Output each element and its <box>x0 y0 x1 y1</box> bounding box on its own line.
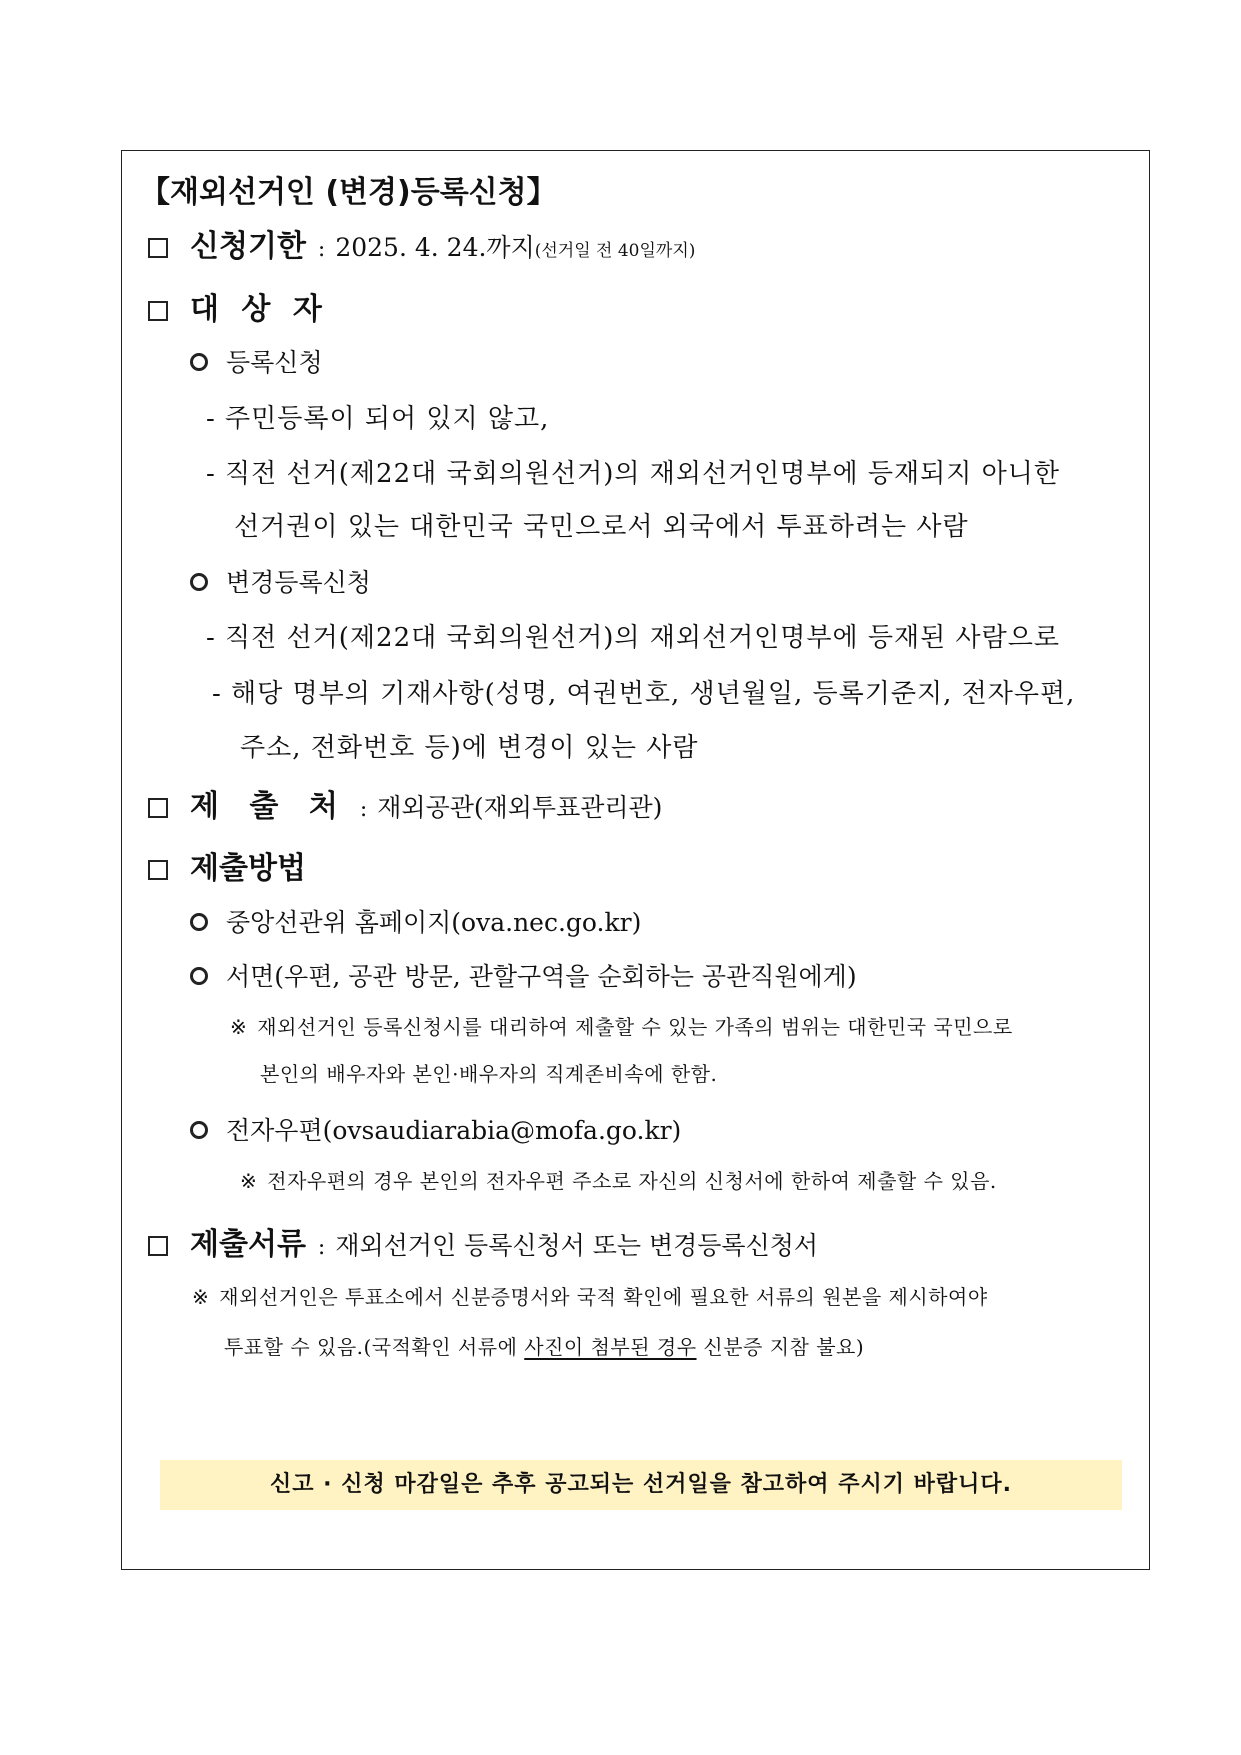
submit-to-value: 재외공관(재외투표관리관) <box>377 793 663 822</box>
circle-bullet-icon <box>190 1121 208 1139</box>
email-note-text: 전자우편의 경우 본인의 전자우편 주소로 자신의 신청서에 한하여 제출할 수 있음. <box>267 1169 997 1193</box>
deadline-value: 2025. 4. 24.까지 <box>335 233 535 262</box>
target-registration-heading <box>190 343 323 379</box>
deadline-note: (선거일 전 40일까지) <box>534 241 696 261</box>
circle-bullet-icon <box>190 353 208 371</box>
checkbox-icon <box>148 301 168 321</box>
documents-label: 제출서류 <box>190 1227 306 1262</box>
circle-bullet-icon <box>190 967 208 985</box>
notice-title: 【재외선거인 (변경)등록신청】 <box>140 175 557 210</box>
notice-frame <box>121 150 1150 1570</box>
method-label: 제출방법 <box>190 851 306 886</box>
method-email <box>190 1111 681 1147</box>
method-web <box>190 903 641 939</box>
checkbox-icon <box>148 860 168 880</box>
circle-bullet-icon <box>190 913 208 931</box>
reference-mark: ※ <box>230 1015 248 1039</box>
deadline-colon: : <box>317 237 326 262</box>
section-documents <box>148 1219 818 1263</box>
section-submit-to <box>148 781 662 825</box>
email-note <box>240 1165 997 1194</box>
documents-note-underlined: 사진이 첨부된 경우 <box>524 1335 697 1359</box>
submit-to-label: 제 출 처 <box>190 789 348 824</box>
deadline-label: 신청기한 <box>190 229 306 264</box>
documents-value: 재외선거인 등록신청서 또는 변경등록신청서 <box>335 1231 819 1260</box>
reference-mark: ※ <box>192 1285 210 1309</box>
documents-note-text-2b: 신분증 지참 불요) <box>696 1335 865 1359</box>
method-email-text: 전자우편(ovsaudiarabia@mofa.go.kr) <box>226 1116 682 1145</box>
registration-line-3: 선거권이 있는 대한민국 국민으로서 외국에서 투표하려는 사람 <box>234 512 969 542</box>
method-paper <box>190 957 857 993</box>
checkbox-icon <box>148 798 168 818</box>
section-deadline <box>148 221 695 265</box>
change-line-3: 주소, 전화번호 등)에 변경이 있는 사람 <box>240 733 699 763</box>
paper-note-line-2: 본인의 배우자와 본인·배우자의 직계존비속에 한함. <box>260 1062 718 1086</box>
checkbox-icon <box>148 238 168 258</box>
registration-line-1: - 주민등록이 되어 있지 않고, <box>206 404 550 434</box>
reference-mark: ※ <box>240 1169 258 1193</box>
documents-note-line-1 <box>192 1281 988 1310</box>
deadline-banner: 신고 · 신청 마감일은 추후 공고되는 선거일을 참고하여 주시기 바랍니다. <box>160 1460 1122 1510</box>
paper-note-text-1: 재외선거인 등록신청시를 대리하여 제출할 수 있는 가족의 범위는 대한민국 국민으로 <box>257 1015 1013 1039</box>
registration-label: 등록신청 <box>226 348 323 377</box>
documents-colon: : <box>317 1235 326 1260</box>
target-change-heading <box>190 563 371 599</box>
paper-note-line-1 <box>230 1011 1013 1040</box>
registration-line-2: - 직전 선거(제22대 국회의원선거)의 재외선거인명부에 등재되지 아니한 <box>206 459 1060 489</box>
circle-bullet-icon <box>190 573 208 591</box>
documents-note-text-1: 재외선거인은 투표소에서 신분증명서와 국적 확인에 필요한 서류의 원본을 제시하여야 <box>219 1285 988 1309</box>
method-web-text: 중앙선관위 홈페이지(ova.nec.go.kr) <box>226 908 642 937</box>
change-label: 변경등록신청 <box>226 568 371 597</box>
target-label: 대 상 자 <box>190 292 328 327</box>
section-target <box>148 284 328 328</box>
change-line-2: - 해당 명부의 기재사항(성명, 여권번호, 생년월일, 등록기준지, 전자우편, <box>212 679 1076 709</box>
checkbox-icon <box>148 1236 168 1256</box>
documents-note-line-2 <box>224 1331 864 1360</box>
documents-note-text-2a: 투표할 수 있음.(국적확인 서류에 <box>224 1335 525 1359</box>
submit-to-colon: : <box>359 797 368 822</box>
change-line-1: - 직전 선거(제22대 국회의원선거)의 재외선거인명부에 등재된 사람으로 <box>206 623 1060 653</box>
method-paper-text: 서면(우편, 공관 방문, 관할구역을 순회하는 공관직원에게) <box>226 962 857 991</box>
section-method <box>148 843 306 887</box>
